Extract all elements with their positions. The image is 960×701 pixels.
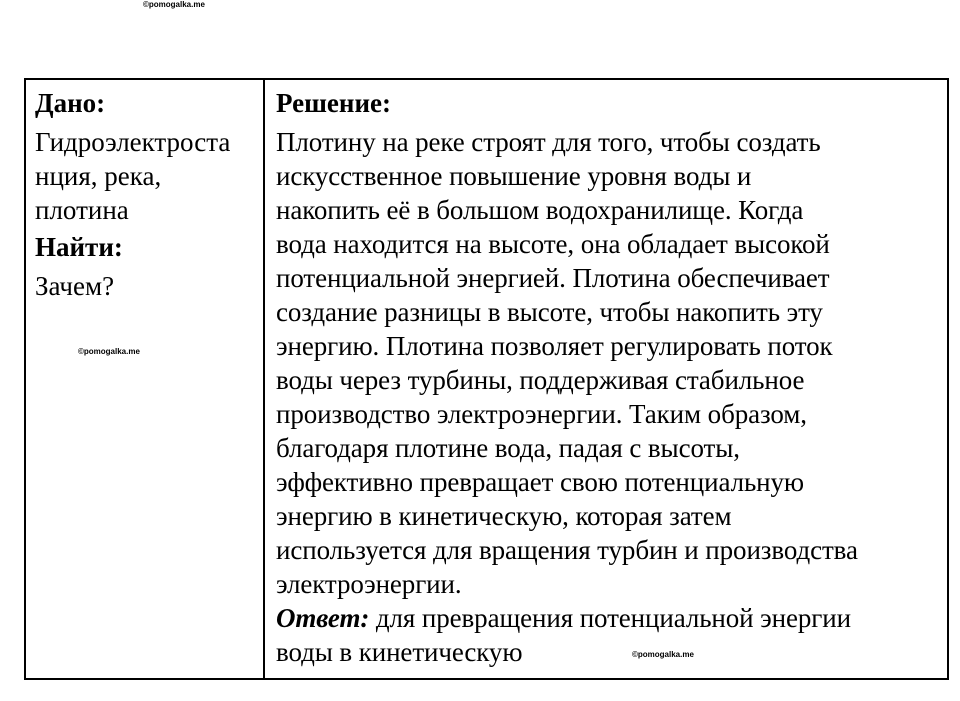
watermark-top: ©pomogalka.me [143, 0, 205, 9]
solution-line: эффективно превращает свою потенциальную [276, 467, 804, 497]
solution-line: благодаря плотине вода, падая с высоты, [276, 433, 740, 463]
find-heading: Найти: [35, 232, 123, 262]
solution-line: искусственное повышение уровня воды и [276, 161, 752, 191]
solution-line: используется для вращения турбин и производства [276, 535, 858, 565]
answer-label: Ответ: [276, 603, 370, 633]
answer-line [276, 601, 943, 635]
solution-line: потенциальной энергией. Плотина обеспечивает [276, 263, 830, 293]
given-column [26, 80, 265, 678]
solution-text [276, 125, 943, 669]
solution-line: накопить её в большом водохранилище. Когда [276, 195, 804, 225]
problem-table [24, 78, 949, 680]
solution-line: Плотину на реке строят для того, чтобы создать [276, 127, 821, 157]
solution-heading: Решение: [276, 88, 391, 118]
given-line: нция, река, [35, 161, 162, 191]
given-line: плотина [35, 195, 129, 225]
solution-line: электроэнергии. [276, 569, 462, 599]
watermark-bottom: ©pomogalka.me [632, 650, 694, 659]
solution-line: вода находится на высоте, она обладает высокой [276, 229, 830, 259]
given-heading: Дано: [35, 88, 106, 118]
find-text: Зачем? [35, 271, 115, 301]
solution-line: создание разницы в высоте, чтобы накопить эту [276, 297, 823, 327]
solution-line: производство электроэнергии. Таким образом, [276, 399, 807, 429]
answer-line-2: воды в кинетическую [276, 637, 523, 667]
watermark-left: ©pomogalka.me [78, 347, 140, 356]
solution-line: энергию в кинетическую, которая затем [276, 501, 732, 531]
given-text [35, 125, 263, 227]
answer-text: для превращения потенциальной энергии [369, 603, 851, 633]
solution-line: энергию. Плотина позволяет регулировать поток [276, 331, 833, 361]
given-line: Гидроэлектроста [35, 127, 231, 157]
solution-line: воды через турбины, поддерживая стабильное [276, 365, 805, 395]
solution-column [265, 80, 947, 678]
